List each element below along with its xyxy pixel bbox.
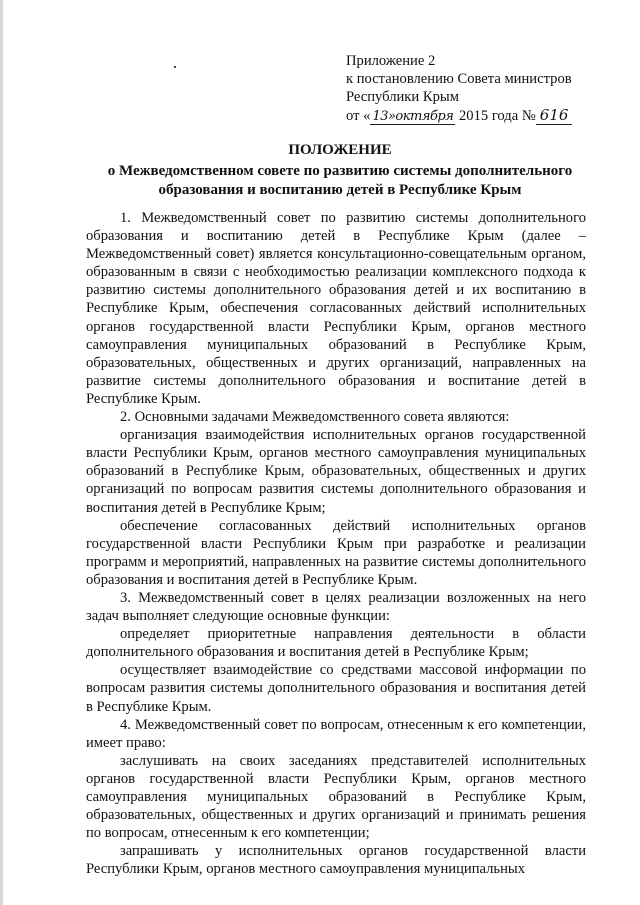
- paragraph-4: обеспечение согласованных действий исполнительных органов государственной власти Республики Крым при разработке и реализации программ и мероприятий, направленных на развитие системы дополнительного образования и воспитания детей в Республике Крым.: [86, 517, 586, 588]
- date-prefix: от «: [346, 108, 371, 124]
- date-suffix: 2015 года №: [455, 108, 536, 124]
- paragraph-6: определяет приоритетные направления деятельности в области дополнительного образования и воспитания детей в Республике Крым;: [86, 626, 586, 661]
- title-subtitle-line2: образования и воспитанию детей в Республике Крым: [158, 182, 522, 198]
- handwritten-number: 616: [536, 106, 573, 125]
- paragraph-9: заслушивать на своих заседаниях представителей исполнительных органов государственной власти Республики Крым, органов местного самоуправления муниципальных образований в Республике Крым, образовательных, общественных и других организаций и принимать решения по вопросам, отнесенным к его компетенции;: [86, 752, 586, 842]
- appendix-header: [346, 52, 626, 126]
- resolution-reference: к постановлению Совета министров: [346, 71, 572, 87]
- paragraph-3: организация взаимодействия исполнительных органов государственной власти Республики Крым, органов местного самоуправления муниципальных образований в Республике Крым, образовательных, общественных и других организаций по вопросам развития системы дополнительного образования и воспитания детей в Республике Крым;: [86, 427, 586, 516]
- document-title: [70, 141, 610, 200]
- document-body: [86, 209, 586, 878]
- paragraph-1: 1. Межведомственный совет по развитию системы дополнительного образования и воспитанию детей в Республике Крым (далее – Межведомственный совет) является консультационно-совещательным органом, образованным в связи с необходимостью реализации комплексного подхода к развитию системы дополнительного образования детей и их воспитанию в Республике Крым, обеспечения согласованных действий исполнительных органов государственной власти Республики Крым, органов местного самоуправления муниципальных образований в Республике Крым, образовательных, общественных и других организаций, направленных на развитие системы дополнительного образования и воспитание детей в Республике Крым.: [86, 210, 586, 407]
- scan-edge: [0, 0, 3, 905]
- appendix-label: Приложение 2: [346, 53, 436, 69]
- republic-name: Республики Крым: [346, 89, 459, 105]
- title-subtitle-line1: о Межведомственном совете по развитию системы дополнительного: [107, 163, 573, 179]
- paragraph-8: 4. Межведомственный совет по вопросам, отнесенным к его компетенции, имеет право:: [86, 716, 586, 751]
- scan-speck: [174, 66, 176, 68]
- paragraph-10: запрашивать у исполнительных органов государственной власти Республики Крым, органов местного самоуправления муниципальных: [86, 843, 586, 878]
- paragraph-5: 3. Межведомственный совет в целях реализации возложенных на него задач выполняет следующие основные функции:: [86, 589, 586, 625]
- title-main: ПОЛОЖЕНИЕ: [288, 142, 392, 158]
- paragraph-2: 2. Основными задачами Межведомственного совета являются:: [120, 409, 510, 426]
- paragraph-7: осуществляет взаимодействие со средствами массовой информации по вопросам развития системы дополнительного образования и воспитания детей в Республике Крым.: [86, 662, 586, 715]
- handwritten-date: 13»октября: [372, 109, 454, 124]
- date-line: [346, 106, 626, 126]
